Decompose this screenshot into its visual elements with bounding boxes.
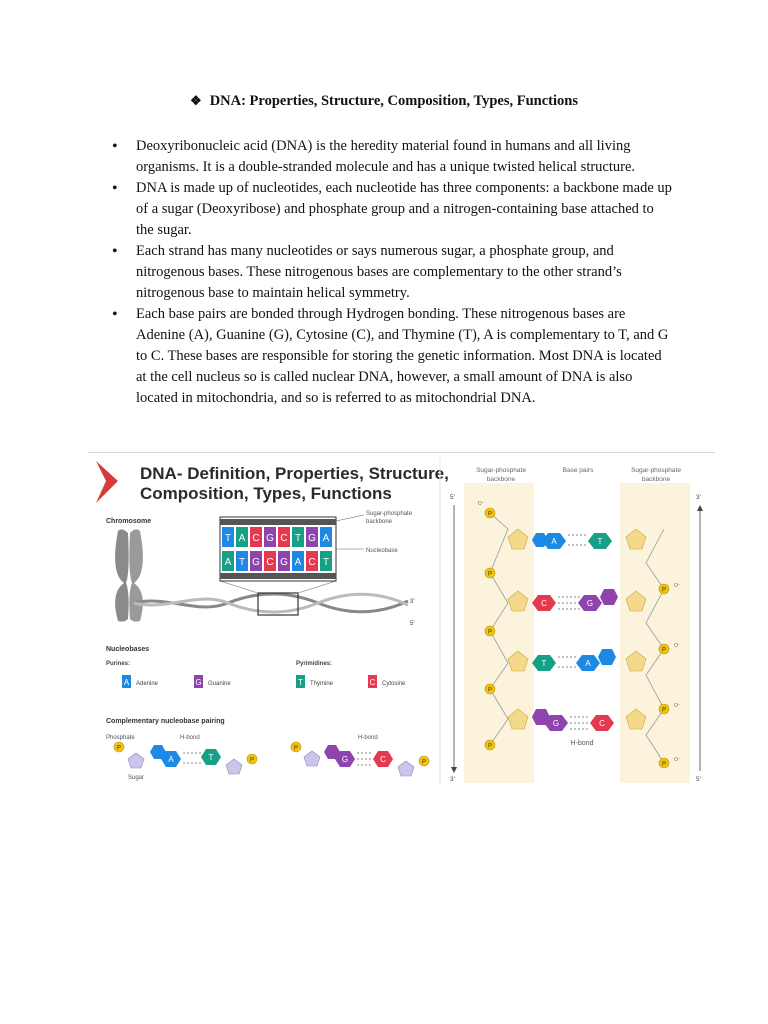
legend-cytosine	[368, 675, 406, 688]
svg-text:C: C	[252, 533, 260, 544]
svg-text:C: C	[599, 719, 605, 728]
svg-text:P: P	[661, 761, 667, 768]
title-text: DNA: Properties, Structure, Composition, Types, Functions	[209, 93, 578, 109]
svg-text:T: T	[208, 753, 214, 762]
svg-text:C: C	[266, 557, 274, 568]
svg-text:T: T	[322, 557, 330, 568]
bullet-item: • Each base pairs are bonded through Hydrogen bonding. These nitrogenous bases are Adenine (A), Guanine (G), Cytosine (C), and Thymine (T), A is complementary to T, and G to C. These bases are responsible for storing the genetic information. Most DNA is located at the cell nucleus so is called nuclear DNA, however, a small amount of DNA is also located in mitochondria, and so is referred to as mitochondrial DNA.	[112, 304, 672, 409]
svg-text:C: C	[541, 599, 547, 608]
svg-text:P: P	[661, 587, 667, 594]
banner-line-1: DNA- Definition, Properties, Structure,	[140, 464, 449, 483]
base-pair-inset	[220, 517, 336, 581]
right-hbond-label: H-bond	[570, 740, 594, 747]
svg-text:P: P	[487, 571, 493, 578]
pair-gc-diagram	[291, 742, 429, 776]
right-pair-2	[532, 589, 618, 611]
legend-adenine	[122, 675, 159, 688]
svg-text:A: A	[238, 533, 246, 544]
svg-text:H-bond: H-bond	[180, 735, 200, 741]
svg-text:C: C	[308, 557, 316, 568]
bullet-item: • Deoxyribonucleic acid (DNA) is the heredity material found in humans and all living organisms. It is a double-stranded molecule and has a unique twisted helical structure.	[112, 136, 672, 178]
svg-text:5': 5'	[696, 776, 701, 783]
svg-text:3': 3'	[410, 599, 415, 605]
svg-text:P: P	[487, 629, 493, 636]
svg-text:O⁻: O⁻	[674, 757, 681, 763]
svg-text:P: P	[487, 687, 493, 694]
pairing-heading: Complementary nucleobase pairing	[106, 718, 225, 725]
svg-text:Purines:: Purines:	[106, 661, 131, 667]
chromosome-icon	[115, 529, 143, 621]
svg-text:P: P	[487, 743, 493, 750]
svg-text:A: A	[551, 537, 557, 546]
bullet-item: • Each strand has many nucleotides or says numerous sugar, a phosphate group, and nitrogenous bases. These nitrogenous bases are complementary to the other strand’s nitrogenous base to maintain helical symmetry.	[112, 241, 672, 304]
svg-text:C: C	[380, 755, 386, 764]
dna-figure	[88, 452, 715, 789]
svg-text:C: C	[280, 533, 288, 544]
svg-text:A: A	[585, 659, 591, 668]
left-backbone-band	[464, 483, 534, 783]
svg-text:C: C	[369, 678, 376, 687]
svg-text:T: T	[224, 533, 232, 544]
svg-text:P: P	[249, 757, 255, 764]
svg-text:A: A	[168, 755, 174, 764]
diamond-bullet-icon: ❖	[190, 93, 202, 108]
svg-text:O⁻: O⁻	[674, 583, 681, 589]
svg-text:G: G	[195, 678, 202, 687]
svg-text:G: G	[341, 755, 349, 764]
svg-text:backbone: backbone	[641, 476, 671, 483]
svg-text:Nucleobase: Nucleobase	[366, 548, 398, 554]
svg-text:G: G	[308, 533, 316, 544]
svg-text:Pyrimidines:: Pyrimidines:	[296, 661, 333, 667]
svg-text:Thymine: Thymine	[310, 681, 334, 687]
pair-at-diagram	[114, 742, 257, 774]
dna-diagram	[88, 453, 715, 789]
svg-text:5': 5'	[410, 621, 415, 627]
svg-text:T: T	[541, 659, 547, 668]
right-pair-3	[532, 649, 616, 671]
svg-text:3': 3'	[450, 776, 455, 783]
svg-text:P: P	[421, 759, 427, 766]
svg-text:T: T	[238, 557, 246, 568]
svg-text:G: G	[266, 533, 274, 544]
banner-line-2: Composition, Types, Functions	[140, 484, 392, 503]
svg-text:backbone: backbone	[486, 476, 516, 483]
svg-text:Sugar-phosphate: Sugar-phosphate	[366, 511, 413, 517]
svg-text:P: P	[487, 511, 493, 518]
svg-text:Phosphate: Phosphate	[106, 735, 135, 741]
helix-strand-b	[134, 594, 408, 612]
svg-text:A: A	[123, 678, 130, 687]
svg-text:T: T	[597, 537, 603, 546]
svg-text:3': 3'	[696, 494, 701, 501]
svg-text:G: G	[252, 557, 260, 568]
svg-text:T: T	[294, 533, 302, 544]
svg-text:Sugar-phosphate: Sugar-phosphate	[476, 467, 526, 474]
svg-text:O⁻: O⁻	[674, 643, 681, 649]
svg-text:P: P	[293, 745, 299, 752]
svg-text:P: P	[661, 707, 667, 714]
svg-text:Guanine: Guanine	[208, 681, 231, 687]
svg-text:P: P	[661, 647, 667, 654]
svg-text:Base pairs: Base pairs	[562, 467, 594, 474]
legend-guanine	[194, 675, 231, 688]
svg-text:G: G	[586, 599, 594, 608]
chromosome-label: Chromosome	[106, 518, 152, 525]
svg-text:Sugar-phosphate: Sugar-phosphate	[631, 467, 681, 474]
svg-text:A: A	[322, 533, 330, 544]
svg-text:P: P	[116, 745, 122, 752]
svg-text:backbone: backbone	[366, 519, 393, 525]
svg-text:A: A	[224, 557, 232, 568]
svg-text:O⁻: O⁻	[478, 501, 485, 507]
svg-text:T: T	[298, 678, 303, 687]
right-backbone-band	[620, 483, 690, 783]
svg-text:5': 5'	[450, 494, 455, 501]
right-pair-4	[532, 709, 614, 731]
bullet-list	[112, 136, 672, 409]
bullet-item: • DNA is made up of nucleotides, each nucleotide has three components: a backbone made up of a sugar (Deoxyribose) and phosphate group and a nitrogen-containing base attached to the sugar.	[112, 178, 672, 241]
red-arrow-logo-icon	[96, 461, 118, 503]
legend-thymine	[296, 675, 334, 688]
right-pair-1	[532, 533, 612, 549]
svg-text:O⁻: O⁻	[674, 703, 681, 709]
svg-text:G: G	[280, 557, 288, 568]
svg-text:Sugar: Sugar	[128, 775, 145, 781]
svg-text:H-bond: H-bond	[358, 735, 378, 741]
document-title	[0, 93, 768, 110]
svg-text:G: G	[552, 719, 560, 728]
nucleobases-heading: Nucleobases	[106, 646, 150, 653]
svg-text:Cytosine: Cytosine	[382, 681, 406, 687]
svg-text:A: A	[294, 557, 302, 568]
svg-text:Adenine: Adenine	[136, 681, 159, 687]
